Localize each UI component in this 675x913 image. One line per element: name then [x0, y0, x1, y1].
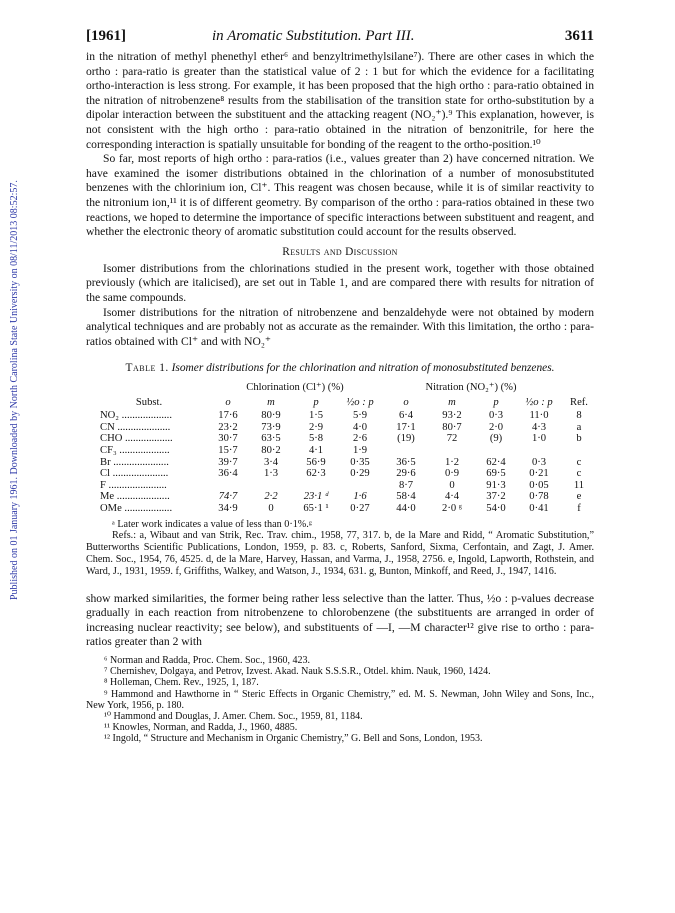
table-cell-n-p: 91·3: [486, 479, 506, 491]
table-cell-c-m: 80·2: [261, 445, 281, 457]
table-cell-subst: Cl .....................: [100, 468, 169, 480]
table-cell-n-r: 11·0: [529, 410, 549, 422]
table-cell-ref: f: [577, 503, 581, 515]
running-header: [86, 28, 594, 50]
table-cell-c-o: 74·7: [218, 491, 238, 503]
table-cell-ref: b: [576, 433, 582, 445]
download-watermark-text: Published on 01 January 1961. Downloaded by North Carolina State University on 08/11/2013 08:52:57.: [9, 180, 20, 600]
table-cell-ref: [560, 445, 598, 457]
table-row: [90, 480, 598, 492]
table-row: [90, 433, 598, 445]
footnote: ⁹ Hammond and Hawthorne in “ Steric Effects in Organic Chemistry,” ed. M. S. Newman, John Wiley and Sons, Inc., New York, 1956, p. 180.: [86, 688, 594, 711]
table-cell-c-r: 1·9: [352, 445, 368, 457]
section-heading: Results and Discussion: [282, 245, 398, 258]
table-cell-c-r: 2·6: [352, 433, 368, 445]
table-cell-c-m: 80·9: [261, 410, 281, 422]
table-cell-c-r: 0·35: [350, 456, 370, 468]
table-cell-n-m: 4·4: [444, 491, 460, 503]
table-cell-n-o: 36·5: [396, 456, 416, 468]
table-cell-c-r: 5·9: [352, 410, 368, 422]
table-cell-n-o: 6·4: [398, 410, 414, 422]
table-cell-ref: c: [576, 456, 582, 468]
table-cell-c-p: 1·5: [308, 410, 324, 422]
paragraph-4: Isomer distributions for the nitration of nitrobenzene and benzaldehyde were not obtained by modern analytical techniques and are probably not as accurate as the remainder. With this limitation, the ortho : para-ratios obtained with Cl⁺ and with NO₂⁺: [86, 305, 594, 348]
table-notes: [86, 519, 594, 578]
table-cell-subst: NO₂ ...................: [100, 410, 172, 422]
table-cell-n-m: 2·0 ᵍ: [442, 503, 462, 515]
table-cell-ref: 11: [573, 479, 585, 491]
table-cell-n-p: [474, 445, 518, 457]
table-cell-c-m: 63·5: [261, 433, 281, 445]
table-cell-c-m: 1·3: [263, 468, 279, 480]
table-cell-n-p: (9): [489, 433, 503, 445]
table-row: [90, 457, 598, 469]
table-cell-c-p: 5·8: [308, 433, 324, 445]
table-cell-n-r: 0·41: [529, 503, 549, 515]
table-row: [90, 445, 598, 457]
table-cell-n-m: 72: [446, 433, 458, 445]
footnote: ⁶ Norman and Radda, Proc. Chem. Soc., 1960, 423.: [104, 654, 310, 666]
header-title: in Aromatic Substitution. Part III.: [212, 28, 415, 44]
table-cell-n-o: (19): [397, 433, 415, 445]
table-cell-c-p: 2·9: [308, 421, 324, 433]
table-cell-n-o: 44·0: [396, 503, 416, 515]
header-year: [1961]: [86, 28, 126, 44]
table-caption: [86, 361, 594, 375]
table-cell-subst: CF₃ ...................: [100, 445, 170, 457]
table-references: Refs.: a, Wibaut and van Strik, Rec. Trav. chim., 1958, 77, 317. b, de la Mare and Ridd, “ Aromatic Substitution,” Butterworths Scientific Publications, London, 1959, p. 83. c, Roberts, Sanford, Sixma, Cerfontain, and Zagt, J. Amer. Chem. Soc., 1954, 76, 4525. d, de la Mare, Harvey, Hassan, and Varma, J., 1958, 2756. e, Ingold, Lapworth, Rothstein, and Ward, J., 1931, 1959. f, Griffiths, Walkey, and Watson, J., 1934, 631. g, Bunton, Minkoff, and Reed, J., 1947, 1416.: [86, 530, 594, 577]
footnote: ⁸ Holleman, Chem. Rev., 1925, 1, 187.: [104, 677, 259, 689]
footnote: ¹² Ingold, “ Structure and Mechanism in Organic Chemistry,” G. Bell and Sons, London, 1953.: [104, 733, 483, 745]
table-cell-c-m: 3·4: [263, 456, 279, 468]
table-cell-n-m: 1·2: [444, 456, 460, 468]
table-cell-c-m: 2·2: [264, 491, 278, 503]
table-cell-c-p: [294, 480, 338, 492]
table-cell-n-m: 93·2: [442, 410, 462, 422]
table-cell-c-o: 30·7: [218, 433, 238, 445]
table-label: Table 1.: [125, 362, 169, 375]
table-cell-ref: a: [576, 421, 582, 433]
table-row: [90, 491, 598, 503]
table-cell-c-r: 0·27: [350, 503, 370, 515]
table-cell-subst: Me ....................: [100, 491, 170, 503]
table-cell-subst: F ......................: [100, 479, 167, 491]
header-page-number: 3611: [564, 28, 594, 44]
table-group-header-row: [90, 381, 598, 395]
journal-page: [86, 28, 594, 745]
table-cell-n-o: [382, 445, 430, 457]
table-cell-subst: OMe ..................: [100, 503, 173, 515]
table-cell-c-p: 65·1 ¹: [303, 503, 329, 515]
table-cell-n-p: 0·3: [488, 410, 504, 422]
table-row: [90, 422, 598, 434]
paragraph-3: Isomer distributions from the chlorinations studied in the present work, together with those obtained previously (which are italicised), are set out in Table 1, and are compared there with results for nitration of the same compounds.: [86, 261, 594, 304]
table-caption-text: Isomer distributions for the chlorination and nitration of monosubstituted benzenes.: [171, 362, 555, 375]
table-footnote: ᵃ Later work indicates a value of less than 0·1%.ᵍ: [112, 518, 312, 530]
table-column-header-row: [90, 395, 598, 410]
table-cell-n-p: 2·0: [488, 421, 504, 433]
nitration-group-header: Nitration (NO₂⁺) (%): [425, 382, 517, 394]
table-cell-c-o: 17·6: [218, 410, 238, 422]
table-cell-c-p: 4·1: [308, 445, 324, 457]
column-header-para: p: [493, 396, 499, 408]
table-cell-n-r: 1·0: [531, 433, 547, 445]
column-header-ortho: o: [225, 396, 231, 408]
table-cell-c-m: 73·9: [261, 421, 281, 433]
table-cell-c-m: [248, 480, 294, 492]
footnotes: [86, 655, 594, 745]
column-header-meta: m: [448, 396, 456, 408]
table-cell-n-p: 37·2: [486, 491, 506, 503]
column-header-ratio: ½o : p: [525, 396, 553, 408]
table-cell-n-m: 80·7: [442, 421, 462, 433]
chlorination-group-header: Chlorination (Cl⁺) (%): [246, 382, 344, 394]
table-cell-n-o: 8·7: [398, 479, 414, 491]
paragraph-1: in the nitration of methyl phenethyl ether⁶ and benzyltrimethylsilane⁷). There are other cases in which the ortho : para-ratio is greater than the statistical value of 2 : 1 but for which the evidence for a facilitating ortho-interaction is less strong. For example, it has been proposed that the high ortho : para-ratio obtained in the nitration of nitrobenzene⁸ results from the stabilisation of the transition state for ortho-substitution by a dipolar interaction between the substituent and the attacking reagent (NO₂⁺).⁹ This explanation, however, is not consistent with the high ortho : para-ratio obtained in the nitration of benzonitrile, for here the corresponding interaction is spatially unsuitable for bonding of the reagent to the ortho-position.¹⁰: [86, 50, 594, 151]
column-header-ratio: ½o : p: [346, 396, 374, 408]
footnote: ¹⁰ Hammond and Douglas, J. Amer. Chem. Soc., 1959, 81, 1184.: [104, 711, 363, 722]
table-cell-c-m: 0: [268, 503, 274, 515]
table-cell-n-o: 17·1: [396, 421, 416, 433]
table-cell-subst: CN ....................: [100, 421, 171, 433]
table-cell-n-p: 54·0: [486, 503, 506, 515]
paragraph-2: So far, most reports of high ortho : para-ratios (i.e., values greater than 2) have concerned nitration. We have examined the isomer distributions obtained in the chlorination of a number of monosubstituted benzenes with the chlorinium ion, Cl⁺. This reagent was chosen because, while it is of similar reactivity to the nitronium ion,¹¹ it is of different geometry. By comparison of the ortho : para-ratios obtained in these two reactions, we hoped to determine the importance of specific interactions between substituent and reagent, and whether the electronic theory of aromatic substitution could account for the results observed.: [86, 152, 595, 239]
table-cell-n-r: [518, 445, 560, 457]
paragraph-5: show marked similarities, the former being rather less selective than the latter. Thus, ½o : p-values decrease gradually in each reaction from nitrobenzene to chlorobenzene (the substituents are arranged in order of increasing nuclear reactivity; see below), and substituents of —I, —M character¹² give rise to ortho : para-ratios greater than 2 with: [86, 591, 594, 649]
table-cell-n-r: 0·21: [529, 468, 549, 480]
table-cell-ref: c: [576, 468, 582, 480]
table-cell-c-p: 62·3: [306, 468, 326, 480]
table-cell-n-r: 0·3: [531, 456, 547, 468]
table-row: [90, 503, 598, 515]
table-cell-n-p: 62·4: [486, 456, 506, 468]
column-header-para: p: [313, 396, 319, 408]
table-cell-n-m: 0·9: [444, 468, 460, 480]
table-cell-subst: Br .....................: [100, 456, 169, 468]
table-cell-c-o: 23·2: [218, 421, 238, 433]
table-cell-c-o: 34·9: [218, 503, 238, 515]
table-cell-ref: 8: [576, 410, 582, 422]
table-cell-n-o: 58·4: [396, 491, 416, 503]
table-cell-c-r: 1·6: [353, 491, 367, 503]
table-cell-n-o: 29·6: [396, 468, 416, 480]
table-cell-n-m: [430, 445, 474, 457]
table-cell-c-o: [208, 480, 248, 492]
table-cell-c-o: 39·7: [218, 456, 238, 468]
table-cell-c-r: [338, 480, 382, 492]
table-cell-n-m: 0: [449, 479, 455, 491]
table-cell-c-p: 56·9: [306, 456, 326, 468]
isomer-distribution-table: [90, 381, 598, 514]
column-header-ortho: o: [403, 396, 409, 408]
table-row: [90, 410, 598, 422]
column-header-ref: Ref.: [570, 396, 588, 408]
footnote: ⁷ Chernishev, Dolgaya, and Petrov, Izvest. Akad. Nauk S.S.S.R., Otdel. khim. Nauk, 1960, 1424.: [104, 666, 491, 678]
table-body: [90, 410, 598, 514]
footnote: ¹¹ Knowles, Norman, and Radda, J., 1960, 4885.: [104, 722, 298, 734]
table-cell-n-p: 69·5: [486, 468, 506, 480]
download-watermark: [0, 0, 22, 913]
column-header-meta: m: [267, 396, 275, 408]
table-cell-n-r: 0·05: [529, 479, 549, 491]
table-cell-subst: CHO ..................: [100, 433, 173, 445]
table-cell-c-o: 15·7: [218, 445, 238, 457]
table-cell-c-r: 4·0: [352, 421, 368, 433]
column-header-subst: Subst.: [135, 396, 163, 408]
table-cell-c-r: 0·29: [350, 468, 370, 480]
table-cell-n-r: 0·78: [529, 491, 549, 503]
table-cell-c-o: 36·4: [218, 468, 238, 480]
table-cell-n-r: 4·3: [531, 421, 547, 433]
table-row: [90, 468, 598, 480]
table-cell-ref: e: [576, 491, 582, 503]
table-cell-c-p: 23·1 ᵈ: [303, 491, 329, 503]
